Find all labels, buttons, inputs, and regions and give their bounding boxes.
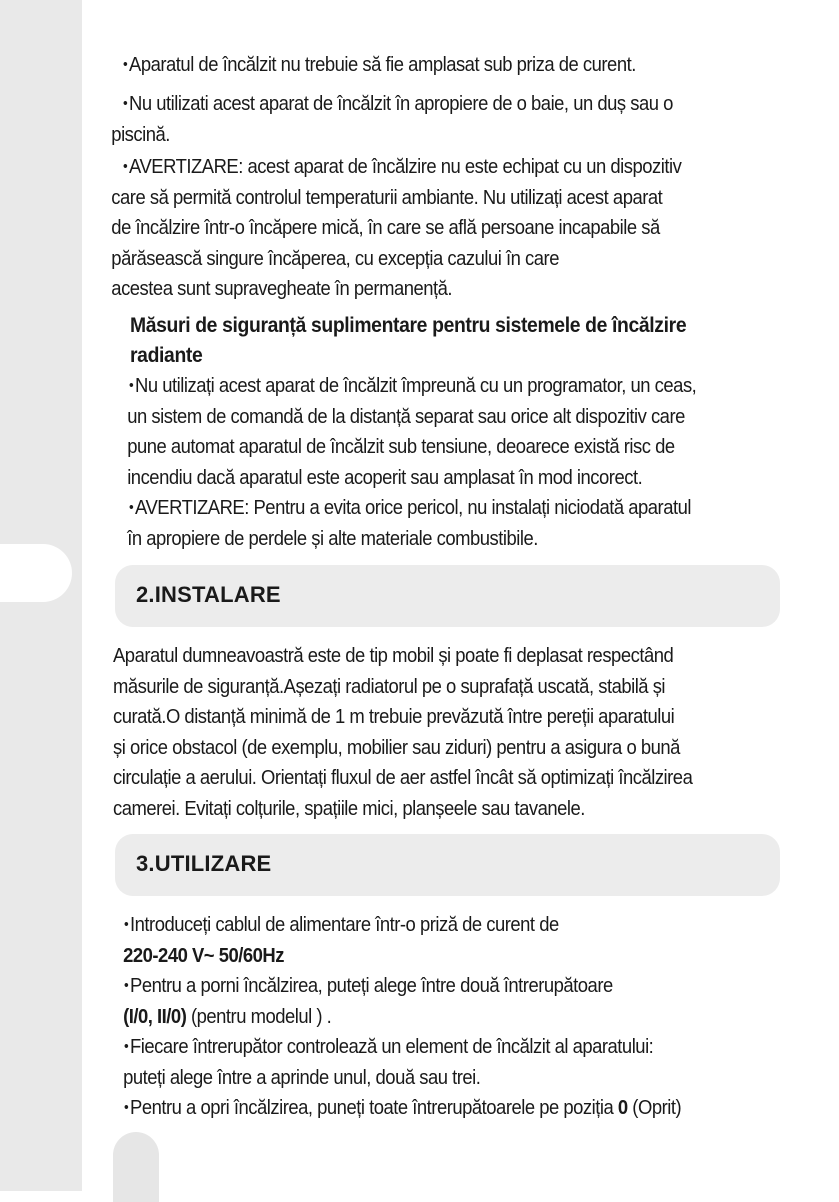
radiant-heading-line: radiante xyxy=(130,342,203,367)
radiant-line: pune automat aparatul de încălzit sub tensiune, deoarece există risc de xyxy=(127,435,675,458)
radiant-line: •AVERTIZARE: Pentru a evita orice pericol, nu instalați niciodată aparatul xyxy=(129,493,696,524)
safety-line: părăsească singure încăperea, cu excepția cazului în care xyxy=(111,246,559,270)
radiant-line: un sistem de comandă de la distanță separat sau orice alt dispozitiv care xyxy=(127,404,685,428)
page-tab-marker xyxy=(113,1132,159,1202)
installation-line: circulație a aerului. Orientați fluxul de aer astfel încât să optimizați încălzirea xyxy=(113,766,693,789)
bullet-dot-icon: • xyxy=(123,95,128,112)
installation-line: camerei. Evitați colțurile, spațiile mici, planșeele sau tavanele. xyxy=(113,796,585,820)
installation-line: Aparatul dumneavoastră este de tip mobil și poate fi deplasat respectând xyxy=(113,644,674,667)
radiant-line: •Nu utilizați acest aparat de încălzit împreună cu un programator, un ceas, xyxy=(129,371,696,402)
section-header-usage xyxy=(115,834,780,896)
installation-line: măsurile de siguranță.Așezați radiatorul pe o suprafață uscată, stabilă și xyxy=(113,674,666,698)
side-tab-marker xyxy=(0,544,72,602)
safety-line: •Aparatul de încălzit nu trebuie să fie amplasat sub priza de curent. xyxy=(123,50,636,81)
safety-instructions xyxy=(123,50,636,81)
radiant-heading xyxy=(130,311,686,370)
bullet-dot-icon: • xyxy=(129,499,134,516)
safety-line: de încălzire într-o încăpere mică, în care se află persoane incapabile să xyxy=(111,216,660,239)
safety-line: acestea sunt supravegheate în permanență. xyxy=(111,277,453,300)
usage-voltage: 220-240 V~ 50/60Hz xyxy=(123,943,284,967)
radiant-line: în apropiere de perdele și alte materiale combustibile. xyxy=(127,526,538,550)
safety-line: •Nu utilizati acest aparat de încălzit în apropiere de o baie, un duș sau o xyxy=(123,89,673,120)
usage-switches: (I/0, II/0) xyxy=(123,1004,187,1028)
usage-line: •Pentru a porni încălzirea, puteți alege între două întrerupătoare xyxy=(124,971,681,1002)
safety-line: •AVERTIZARE: acest aparat de încălzire nu este echipat cu un dispozitiv xyxy=(123,152,681,183)
bullet-dot-icon: • xyxy=(129,377,134,394)
usage-line: •Fiecare întrerupător controlează un element de încălzit al aparatului: xyxy=(124,1032,681,1063)
radiant-line: incendiu dacă aparatul este acoperit sau amplasat în mod incorect. xyxy=(127,465,643,489)
bullet-dot-icon: • xyxy=(123,56,128,73)
radiant-instructions xyxy=(129,371,696,554)
safety-instructions-2 xyxy=(111,89,673,150)
installation-line: și orice obstacol (de exemplu, mobilier sau ziduri) pentru a asigura o bună xyxy=(113,735,680,759)
bullet-dot-icon: • xyxy=(124,977,129,994)
usage-off-value: 0 xyxy=(617,1096,628,1119)
usage-line: •Pentru a opri încălzirea, puneți toate întrerupătoarele pe poziția 0 (Oprit) xyxy=(124,1093,681,1124)
section-header-installation xyxy=(115,565,780,627)
section-title: 2.INSTALARE xyxy=(136,582,281,607)
usage-line: •Introduceți cablul de alimentare într-o priză de curent de xyxy=(124,910,681,941)
usage-line: (I/0, II/0) (pentru modelul ) . xyxy=(123,1004,332,1028)
safety-warning xyxy=(111,152,682,305)
bullet-dot-icon: • xyxy=(124,1038,129,1055)
installation-line: curată.O distanță minimă de 1 m trebuie prevăzută între pereții aparatului xyxy=(113,705,675,728)
installation-text xyxy=(113,641,692,824)
bullet-dot-icon: • xyxy=(124,1099,129,1116)
safety-line: care să permită controlul temperaturii ambiante. Nu utilizați acest aparat xyxy=(111,185,663,209)
safety-line: piscină. xyxy=(111,122,170,146)
bullet-dot-icon: • xyxy=(123,158,128,175)
usage-text xyxy=(124,910,681,1124)
usage-line: puteți alege între a aprinde unul, două sau trei. xyxy=(123,1065,481,1089)
radiant-heading-line: Măsuri de siguranță suplimentare pentru sistemele de încălzire xyxy=(130,313,687,337)
bullet-dot-icon: • xyxy=(124,916,129,933)
section-title: 3.UTILIZARE xyxy=(136,851,272,876)
